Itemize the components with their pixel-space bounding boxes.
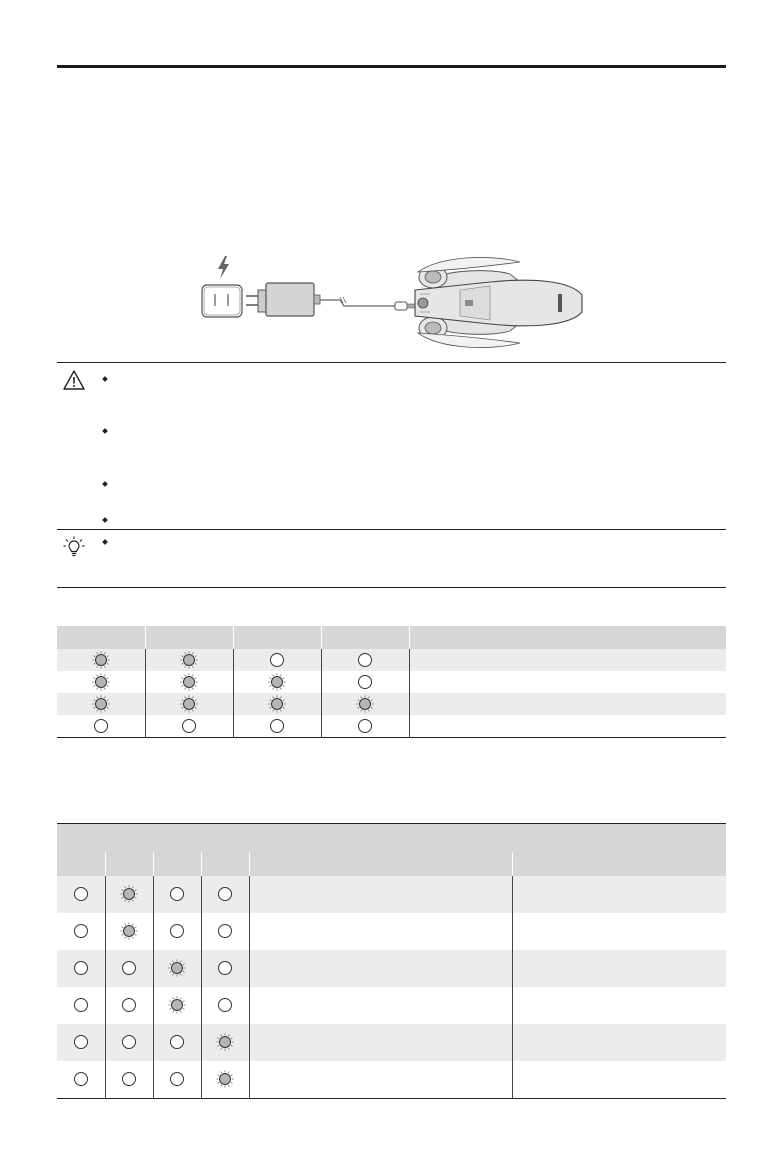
led-blinking-icon <box>268 695 286 713</box>
warning-block <box>57 362 726 529</box>
led-off-icon <box>180 717 198 735</box>
text-cell <box>249 1024 512 1061</box>
table-row <box>57 1061 726 1099</box>
led-cell-3 <box>233 649 321 671</box>
lightning-bolt-icon <box>218 256 229 279</box>
notes-section <box>57 362 726 588</box>
led-off-icon <box>120 996 138 1014</box>
header-cell-led2 <box>145 626 233 649</box>
text-cell <box>249 950 512 987</box>
text-cell <box>512 913 726 950</box>
led-cell-1 <box>57 876 105 913</box>
led-off-icon <box>168 1033 186 1051</box>
led-blinking-icon <box>356 695 374 713</box>
led-cell-1 <box>57 693 145 715</box>
led-off-icon <box>168 1070 186 1088</box>
led-blinking-icon <box>168 959 186 977</box>
led-off-icon <box>168 922 186 940</box>
led-off-icon <box>268 651 286 669</box>
text-cell <box>409 715 726 738</box>
header-cell-description <box>409 626 726 649</box>
led-cell-3 <box>233 715 321 738</box>
led-blinking-icon <box>180 695 198 713</box>
header-cell-led4 <box>321 626 409 649</box>
header-cell-led3 <box>233 626 321 649</box>
led-cell-4 <box>201 987 249 1024</box>
bullet-marker <box>102 517 108 523</box>
led-blinking-icon <box>168 996 186 1014</box>
table-header-row <box>57 626 726 649</box>
led-blinking-icon <box>120 922 138 940</box>
warning-triangle-icon <box>63 369 85 391</box>
table-row <box>57 876 726 913</box>
protection-led-table <box>57 823 726 1099</box>
table-title-row <box>57 824 726 853</box>
led-blinking-icon <box>92 695 110 713</box>
bullet-marker <box>102 481 108 487</box>
led-off-icon <box>216 996 234 1014</box>
led-cell-4 <box>201 913 249 950</box>
charging-led-table <box>57 626 726 738</box>
header-cell-led1 <box>57 626 145 649</box>
wall-outlet-icon <box>202 285 242 317</box>
led-cell-3 <box>153 987 201 1024</box>
text-cell <box>249 1061 512 1099</box>
text-cell <box>409 693 726 715</box>
led-off-icon <box>72 1033 90 1051</box>
led-cell-4 <box>201 876 249 913</box>
led-cell-2 <box>145 649 233 671</box>
led-cell-1 <box>57 913 105 950</box>
led-blinking-icon <box>216 1033 234 1051</box>
led-cell-2 <box>105 876 153 913</box>
usb-cable-icon <box>320 297 415 310</box>
led-cell-3 <box>233 693 321 715</box>
power-adapter-icon <box>258 283 320 316</box>
led-off-icon <box>72 1070 90 1088</box>
text-cell <box>249 876 512 913</box>
led-cell-2 <box>145 715 233 738</box>
bullet-marker <box>102 428 108 434</box>
led-cell-3 <box>233 671 321 693</box>
text-cell <box>409 671 726 693</box>
led-blinking-icon <box>216 1070 234 1088</box>
led-off-icon <box>356 673 374 691</box>
table-row <box>57 715 726 738</box>
led-off-icon <box>120 1070 138 1088</box>
text-cell <box>512 987 726 1024</box>
led-blinking-icon <box>268 673 286 691</box>
header-cell-led3 <box>153 852 201 876</box>
table-title-cell <box>57 824 726 853</box>
led-cell-2 <box>145 693 233 715</box>
led-off-icon <box>268 717 286 735</box>
led-off-icon <box>216 885 234 903</box>
bullet-marker <box>102 539 108 545</box>
led-off-icon <box>120 1033 138 1051</box>
aircraft-icon <box>415 257 582 347</box>
led-cell-1 <box>57 950 105 987</box>
text-cell <box>512 876 726 913</box>
led-cell-2 <box>105 913 153 950</box>
led-cell-4 <box>201 1061 249 1099</box>
led-off-icon <box>92 717 110 735</box>
led-off-icon <box>72 922 90 940</box>
text-cell <box>249 987 512 1024</box>
led-cell-4 <box>321 715 409 738</box>
led-off-icon <box>120 959 138 977</box>
led-cell-2 <box>145 671 233 693</box>
led-cell-1 <box>57 649 145 671</box>
led-cell-4 <box>201 950 249 987</box>
tip-block <box>57 529 726 588</box>
led-off-icon <box>216 922 234 940</box>
header-cell-led2 <box>105 852 153 876</box>
led-cell-1 <box>57 671 145 693</box>
table-row <box>57 693 726 715</box>
header-cell-led4 <box>201 852 249 876</box>
led-off-icon <box>72 996 90 1014</box>
table-row <box>57 913 726 950</box>
table-header-row <box>57 852 726 876</box>
header-cell-led1 <box>57 852 105 876</box>
led-cell-1 <box>57 1061 105 1099</box>
header-cell-item <box>512 852 726 876</box>
bullet-marker <box>102 376 108 382</box>
table-row <box>57 950 726 987</box>
led-off-icon <box>356 717 374 735</box>
table-row <box>57 649 726 671</box>
led-cell-3 <box>153 1061 201 1099</box>
text-cell <box>512 950 726 987</box>
led-cell-3 <box>153 913 201 950</box>
led-cell-4 <box>201 1024 249 1061</box>
led-cell-4 <box>321 649 409 671</box>
led-cell-2 <box>105 1024 153 1061</box>
top-rule <box>57 65 726 68</box>
text-cell <box>512 1061 726 1099</box>
text-cell <box>512 1024 726 1061</box>
led-off-icon <box>72 959 90 977</box>
led-off-icon <box>168 885 186 903</box>
text-cell <box>409 649 726 671</box>
led-cell-3 <box>153 1024 201 1061</box>
table-row <box>57 987 726 1024</box>
led-blinking-icon <box>92 673 110 691</box>
led-cell-2 <box>105 1061 153 1099</box>
lightbulb-icon <box>63 536 85 558</box>
led-blinking-icon <box>120 885 138 903</box>
led-cell-4 <box>321 693 409 715</box>
led-cell-2 <box>105 987 153 1024</box>
led-cell-1 <box>57 1024 105 1061</box>
led-blinking-icon <box>180 673 198 691</box>
led-cell-1 <box>57 987 105 1024</box>
led-off-icon <box>216 959 234 977</box>
led-cell-3 <box>153 950 201 987</box>
led-blinking-icon <box>92 651 110 669</box>
led-off-icon <box>356 651 374 669</box>
charging-illustration <box>190 250 590 355</box>
led-cell-4 <box>321 671 409 693</box>
text-cell <box>249 913 512 950</box>
led-blinking-icon <box>180 651 198 669</box>
led-cell-3 <box>153 876 201 913</box>
table-row <box>57 1024 726 1061</box>
led-off-icon <box>72 885 90 903</box>
led-cell-1 <box>57 715 145 738</box>
led-cell-2 <box>105 950 153 987</box>
header-cell-pattern <box>249 852 512 876</box>
table-row <box>57 671 726 693</box>
